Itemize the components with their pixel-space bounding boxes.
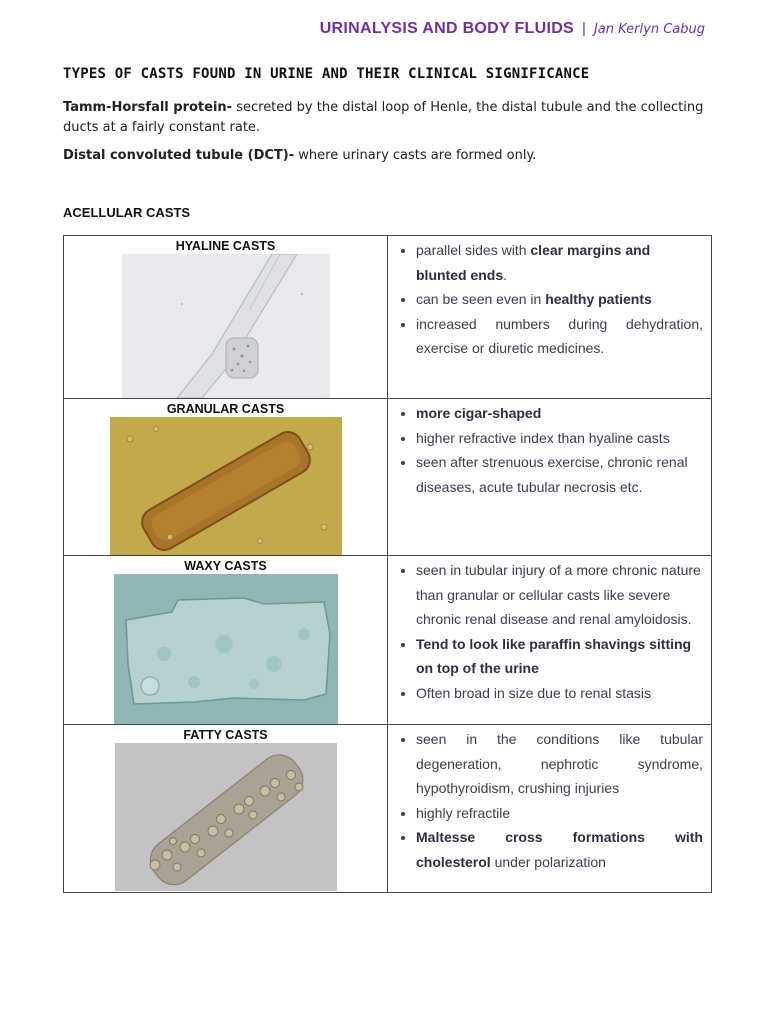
intro-term: Distal convoluted tubule (DCT)- (63, 148, 295, 163)
cast-bullet-item (416, 238, 703, 287)
table-row-hyaline (64, 236, 712, 399)
hyaline-cast-micrograph-icon (122, 254, 330, 398)
intro-paragraph-dct (63, 146, 708, 166)
bullet-text: . (503, 266, 508, 283)
cast-bullets (396, 238, 703, 361)
bullet-text: can be seen even in (416, 291, 546, 307)
bullet-text: higher refractive index than hyaline casts (416, 429, 670, 446)
cast-image-cell (64, 399, 388, 556)
table-row-granular (64, 399, 712, 556)
bullet-bold-text: more cigar-shaped (416, 405, 542, 421)
intro-term: Tamm-Horsfall protein- (63, 100, 233, 115)
casts-table (63, 235, 712, 893)
cast-bullets (396, 558, 703, 705)
cast-bullet-item (416, 558, 703, 632)
bullet-text: Often broad in size due to renal stasis (416, 684, 652, 701)
section-heading: ACELLULAR CASTS (63, 205, 191, 220)
cast-description-cell (388, 399, 712, 556)
bullet-bold-text: Tend to look like paraffin shavings sitting on top of the urine (416, 635, 692, 676)
cast-bullet-item (416, 450, 703, 499)
bullet-text: seen in tubular injury of a more chronic nature than granular or cellular casts like severe chronic renal disease and renal amyloidosis. (416, 562, 701, 627)
table-row-fatty (64, 725, 712, 893)
cast-bullet-item (416, 287, 703, 312)
cast-bullet-item (416, 426, 703, 451)
header-author: Jan Kerlyn Cabug (593, 22, 705, 37)
waxy-cast-micrograph-icon (114, 574, 338, 724)
cast-bullet-item (416, 632, 703, 681)
header-title: URINALYSIS AND BODY FLUIDS (319, 20, 575, 37)
cast-name: FATTY CASTS (183, 728, 268, 742)
page-header (320, 20, 705, 38)
cast-name: HYALINE CASTS (175, 239, 276, 253)
cast-description-cell (388, 725, 712, 893)
table-row-waxy (64, 556, 712, 725)
document-title: TYPES OF CASTS FOUND IN URINE AND THEIR CLINICAL SIGNIFICANCE (63, 66, 590, 82)
bullet-bold-text: Maltesse cross formations with cholesterol (416, 829, 703, 870)
bullet-text: seen after strenuous exercise, chronic renal diseases, acute tubular necrosis etc. (416, 454, 688, 495)
cast-bullet-item (416, 312, 703, 361)
granular-cast-micrograph-icon (110, 417, 342, 555)
bullet-text: seen in the conditions like tubular degeneration, nephrotic syndrome, hypothyroidism, crushing injuries (416, 731, 703, 796)
cast-name: WAXY CASTS (184, 559, 267, 573)
bullet-text: highly refractile (416, 804, 511, 821)
cast-image-cell (64, 236, 388, 399)
cast-description-cell (388, 236, 712, 399)
fatty-cast-micrograph-icon (115, 743, 337, 891)
intro-paragraph-tamm-horsfall (63, 98, 708, 138)
cast-image-cell (64, 725, 388, 893)
cast-bullet-item (416, 801, 703, 826)
intro-text: secreted by the distal loop of Henle, the distal tubule and the collecting ducts at a fairly constant rate. (63, 100, 704, 135)
cast-bullet-item (416, 727, 703, 801)
cast-bullet-item (416, 401, 703, 426)
bullet-text: increased numbers during dehydration, exercise or diuretic medicines. (416, 315, 703, 356)
bullet-text: parallel sides with (416, 242, 531, 258)
intro-text: where urinary casts are formed only. (294, 148, 537, 163)
cast-bullet-item (416, 825, 703, 874)
bullet-bold-text: healthy patients (545, 291, 652, 307)
cast-description-cell (388, 556, 712, 725)
cast-bullets (396, 727, 703, 874)
cast-image-cell (64, 556, 388, 725)
cast-bullet-item (416, 681, 703, 706)
bullet-text: under polarization (490, 853, 606, 870)
header-separator: | (582, 20, 586, 37)
cast-bullets (396, 401, 703, 499)
bullet-bold-text: clear margins and blunted ends (416, 242, 651, 283)
cast-name: GRANULAR CASTS (166, 402, 285, 416)
